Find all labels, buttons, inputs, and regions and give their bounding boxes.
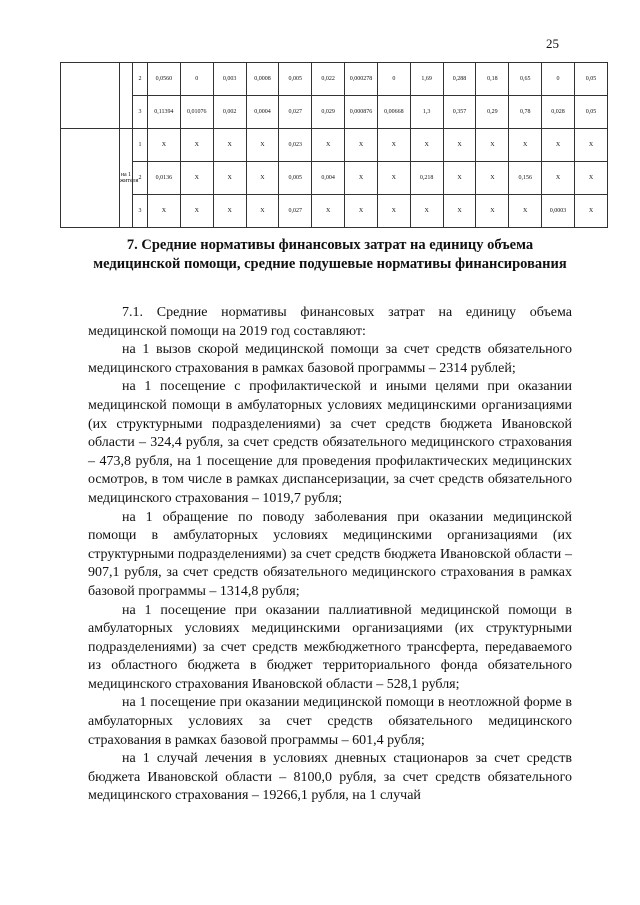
table-cell: X — [574, 162, 607, 195]
table-cell: 0,027 — [279, 96, 312, 129]
table-cell: X — [312, 195, 345, 228]
table-cell: 0,0560 — [148, 63, 181, 96]
table-row — [61, 63, 608, 96]
table-cell: X — [476, 129, 509, 162]
table-cell: X — [443, 195, 476, 228]
paragraph: 7.1. Средние нормативы финансовых затрат на единицу объема медицинской помощи на 2019 год составляют: — [88, 305, 572, 339]
table-cell: X — [246, 129, 279, 162]
table-cell: 0,028 — [542, 96, 575, 129]
table-cell: X — [148, 195, 181, 228]
table-cell: 0,156 — [509, 162, 542, 195]
table-row — [61, 162, 608, 195]
table-row — [61, 195, 608, 228]
table-cell: X — [377, 162, 410, 195]
table-cell: 0,0008 — [246, 63, 279, 96]
table-cell: 0,78 — [509, 96, 542, 129]
table-row — [61, 96, 608, 129]
section-body — [88, 304, 572, 806]
table-cell: 0,022 — [312, 63, 345, 96]
paragraph: на 1 случай лечения в условиях дневных стационаров за счет средств бюджета Ивановской области – 8100,0 рубля, за счет средств обязательного медицинского страхования – 19266,1 рубля, на 1 случай — [88, 751, 572, 804]
table-cell: 0 — [377, 63, 410, 96]
paragraph: на 1 посещение при оказании паллиативной медицинской помощи в амбулаторных условиях медицинскими организациями (их структурными подразделениями) за счет средств межбюджетного трансферта, передаваемого из областного бюджета в бюджет территориального фонда обязательного медицинского страхования Ивановской области – 528,1 рубля; — [88, 602, 572, 692]
table-cell: 0,00668 — [377, 96, 410, 129]
group-label: на 1 жителя — [120, 172, 139, 184]
table-cell: X — [410, 195, 443, 228]
table-cell: 0,05 — [574, 96, 607, 129]
table-cell: X — [312, 129, 345, 162]
table-cell: X — [213, 129, 246, 162]
table-cell: 1,3 — [410, 96, 443, 129]
table-cell: X — [509, 129, 542, 162]
table-cell: 0,29 — [476, 96, 509, 129]
table-cell: X — [443, 162, 476, 195]
table-cell: 0,11394 — [148, 96, 181, 129]
table-cell: X — [213, 162, 246, 195]
table-cell: X — [213, 195, 246, 228]
table-cell: 0 — [180, 63, 213, 96]
table-cell: X — [542, 162, 575, 195]
table-group-cell — [61, 63, 120, 129]
table-cell: X — [377, 195, 410, 228]
table-group-label-cell — [120, 129, 139, 228]
table-cell: 0,288 — [443, 63, 476, 96]
table-cell: X — [180, 129, 213, 162]
table-cell: X — [148, 129, 181, 162]
row-index: 2 — [133, 63, 148, 96]
table-cell: 0,0003 — [542, 195, 575, 228]
table-cell: 0 — [542, 63, 575, 96]
table-cell: 0,029 — [312, 96, 345, 129]
table-cell: 0,005 — [279, 162, 312, 195]
table-cell: X — [345, 162, 378, 195]
table-cell: 0,0004 — [246, 96, 279, 129]
table-cell: X — [410, 129, 443, 162]
table-cell: X — [509, 195, 542, 228]
page-number: 25 — [546, 36, 559, 51]
table-cell: 0,0136 — [148, 162, 181, 195]
table-cell: 0,357 — [443, 96, 476, 129]
table-cell: 0,000278 — [345, 63, 378, 96]
table-cell: 0,65 — [509, 63, 542, 96]
paragraph: на 1 вызов скорой медицинской помощи за счет средств обязательного медицинского страхования в рамках базовой программы – 2314 рублей; — [88, 342, 572, 376]
table-cell: X — [476, 195, 509, 228]
table-cell: X — [542, 129, 575, 162]
row-index: 3 — [133, 195, 148, 228]
table-cell: X — [574, 129, 607, 162]
table-cell: 0,027 — [279, 195, 312, 228]
table-cell: X — [180, 195, 213, 228]
table-cell: 0,002 — [213, 96, 246, 129]
table-row — [61, 129, 608, 162]
section-title: 7. Средние нормативы финансовых затрат на единицу объема медицинской помощи, средние подушевые нормативы финансирования — [93, 237, 567, 272]
table-cell: 0,004 — [312, 162, 345, 195]
table-cell: 0,005 — [279, 63, 312, 96]
table-cell: 0,18 — [476, 63, 509, 96]
table-cell: X — [476, 162, 509, 195]
table-cell: X — [377, 129, 410, 162]
table-cell: X — [246, 195, 279, 228]
table-cell: 0,000876 — [345, 96, 378, 129]
row-index: 2 — [133, 162, 148, 195]
table-cell: 0,01076 — [180, 96, 213, 129]
table-cell: 0,218 — [410, 162, 443, 195]
row-index: 3 — [133, 96, 148, 129]
paragraph: на 1 посещение с профилактической и иными целями при оказании медицинской помощи в амбулаторных условиях медицинскими организациями (их структурными подразделениями) за счет средств бюджета Ивановской области – 324,4 рубля, за счет средств обязательного медицинского страхования – 473,8 рубля, на 1 посещение для проведения профилактических медицинских осмотров, в том числе в рамках диспансеризации, за счет средств обязательного медицинского страхования – 1019,7 рубля; — [88, 379, 572, 506]
table-group-cell — [61, 129, 120, 228]
table-cell: X — [345, 195, 378, 228]
table-cell: 0,003 — [213, 63, 246, 96]
table-cell: X — [246, 162, 279, 195]
table-cell: X — [574, 195, 607, 228]
table-group-spacer — [120, 63, 133, 129]
row-index: 1 — [133, 129, 148, 162]
normatives-table — [60, 62, 608, 228]
table-cell: X — [345, 129, 378, 162]
table-cell: X — [180, 162, 213, 195]
table-cell: 1,69 — [410, 63, 443, 96]
paragraph: на 1 обращение по поводу заболевания при оказании медицинской помощи в амбулаторных условиях медицинскими организациями (их структурными подразделениями) за счет средств бюджета Ивановской области – 907,1 рубля, за счет средств обязательного медицинского страхования в рамках базовой программы – 1314,8 рубля; — [88, 509, 572, 599]
table-cell: 0,023 — [279, 129, 312, 162]
paragraph: на 1 посещение при оказании медицинской помощи в неотложной форме в амбулаторных условиях за счет средств обязательного медицинского страхования в рамках базовой программы – 601,4 рубля; — [88, 695, 572, 748]
table-cell: 0,05 — [574, 63, 607, 96]
table-cell: X — [443, 129, 476, 162]
